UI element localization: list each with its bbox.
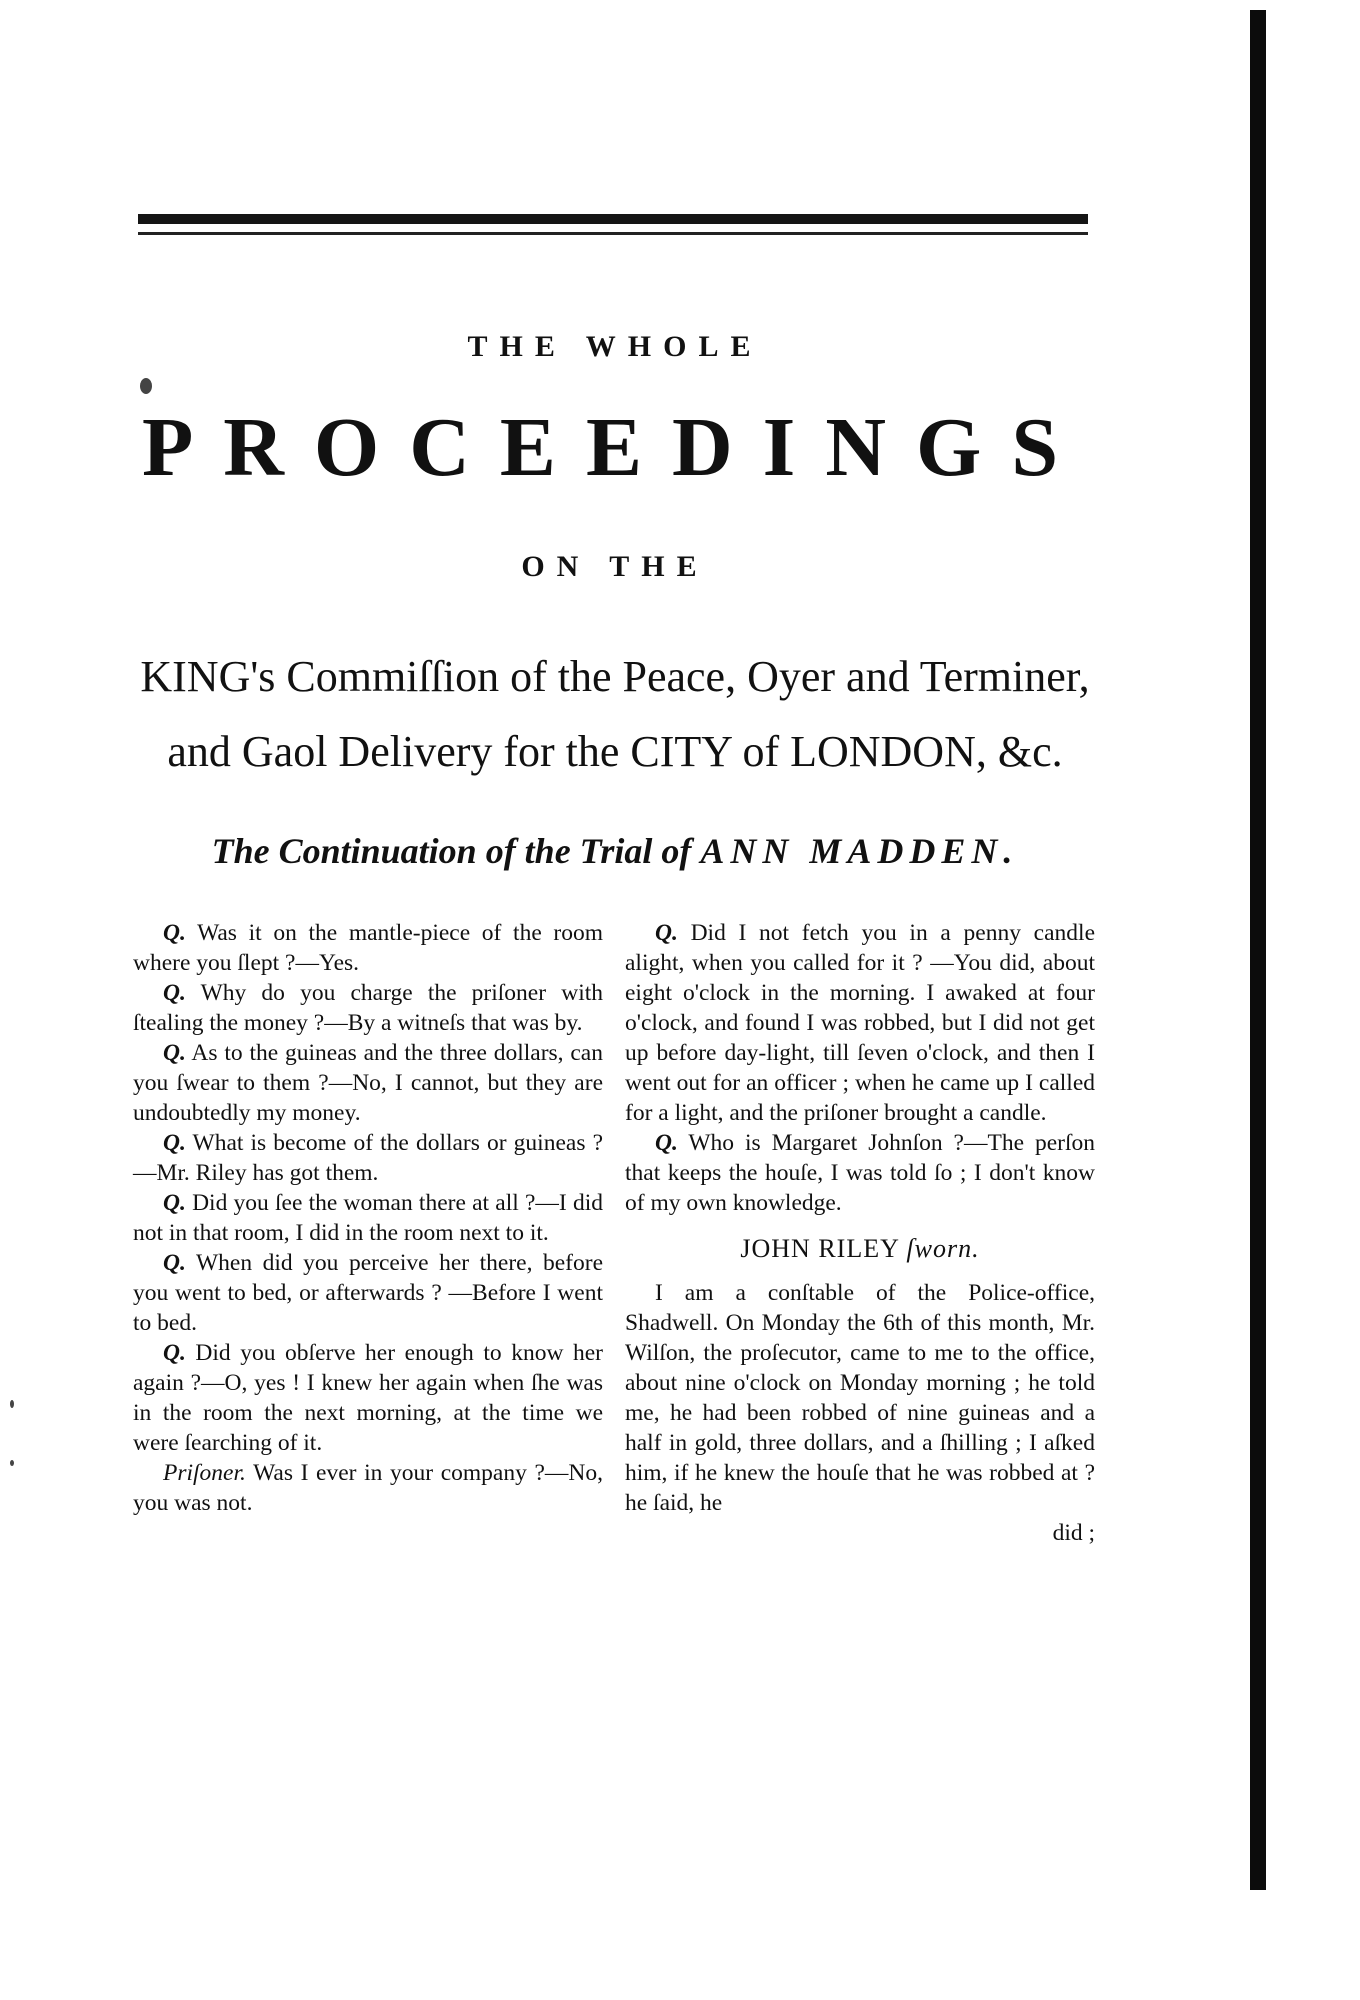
question-paragraph [133,1248,603,1338]
ink-speck [10,1460,14,1466]
question-mark: Q. [163,1340,186,1366]
binding-edge [1250,10,1266,1890]
title-gaol-delivery: and Gaol Delivery for the CITY of LONDON, &c. [167,727,1063,776]
witness-heading [625,1234,1095,1264]
question-mark: Q. [163,1250,186,1276]
title-the-whole: THE WHOLE [467,330,763,363]
witness-name: JOHN RILEY [740,1234,899,1263]
defendant-name: ANN MADDEN. [700,831,1019,871]
question-mark: Q. [655,1130,678,1156]
prisoner-label: Priſoner. [163,1460,246,1486]
paragraph-text: Who is Margaret Johnſon ?—The perſon that keeps the houſe, I was told ſo ; I don't know of my own knowledge. [625,1130,1095,1216]
paragraph-text: Was it on the mantle-piece of the room where you ſlept ?—Yes. [133,920,603,976]
left-column [133,918,603,1518]
question-paragraph [133,918,603,978]
paragraph-text: Did you ſee the woman there at all ?—I did not in that room, I did in the room next to it. [133,1190,603,1246]
paragraph-text: As to the guineas and the three dollars, can you ſwear to them ?—No, I cannot, but they are undoubtedly my money. [133,1040,603,1126]
prisoner-paragraph [133,1458,603,1518]
paragraph-text: Did I not fetch you in a penny candle alight, when you called for it ? —You did, about eight o'clock in the morning. I awaked at four o'clock, and found I was robbed, but I did not get up before day-light, till ſeven o'clock, and then I went out for an officer ; when he came up I called for a light, and the priſoner brought a candle. [625,920,1095,1126]
ink-speck [140,378,152,394]
question-mark: Q. [163,1040,186,1066]
question-mark: Q. [163,1190,186,1216]
question-mark: Q. [163,920,186,946]
paragraph-text: What is become of the dollars or guineas ?—Mr. Riley has got them. [133,1130,603,1186]
question-paragraph [133,1038,603,1128]
right-column [625,918,1095,1548]
question-paragraph [625,918,1095,1128]
paragraph-text: Was I ever in your company ?—No, you was not. [133,1460,603,1516]
paragraph-text: When did you perceive her there, before you went to bed, or afterwards ? —Before I went to bed. [133,1250,603,1336]
question-paragraph [133,1128,603,1188]
paragraph-text: Why do you charge the priſoner with ſtealing the money ?—By a witneſs that was by. [133,980,603,1036]
ink-speck [10,1400,14,1408]
question-mark: Q. [163,980,186,1006]
question-paragraph [625,1128,1095,1218]
title-on-the: ON THE [521,550,709,583]
testimony-paragraph: I am a conſtable of the Police-office, Shadwell. On Monday the 6th of this month, Mr. Wilſon, the proſecutor, came to me to the office, about nine o'clock on Monday morning ; he told me, he had been robbed of nine guineas and a half in gold, three dollars, and a ſhilling ; I aſked him, if he knew the houſe that he was robbed at ? he ſaid, he [625,1280,1095,1516]
header-rule-thin [138,232,1088,235]
trial-subtitle [0,830,1230,872]
question-paragraph [133,1188,603,1248]
catchword: did ; [1052,1520,1095,1546]
paragraph-text: Did you obſerve her enough to know her again ?—O, yes ! I knew her again when ſhe was in the room the next morning, at the time we were ſearching of it. [133,1340,603,1456]
question-paragraph [133,978,603,1038]
question-mark: Q. [163,1130,186,1156]
header-rule-thick [138,214,1088,224]
question-mark: Q. [655,920,678,946]
witness-sworn: ſworn. [906,1234,980,1263]
title-proceedings: PROCEEDINGS [141,401,1089,494]
title-commission: KING's Commiſſion of the Peace, Oyer and Terminer, [140,652,1090,701]
question-paragraph [133,1338,603,1458]
subtitle-lead: The Continuation of the Trial of [211,831,692,871]
